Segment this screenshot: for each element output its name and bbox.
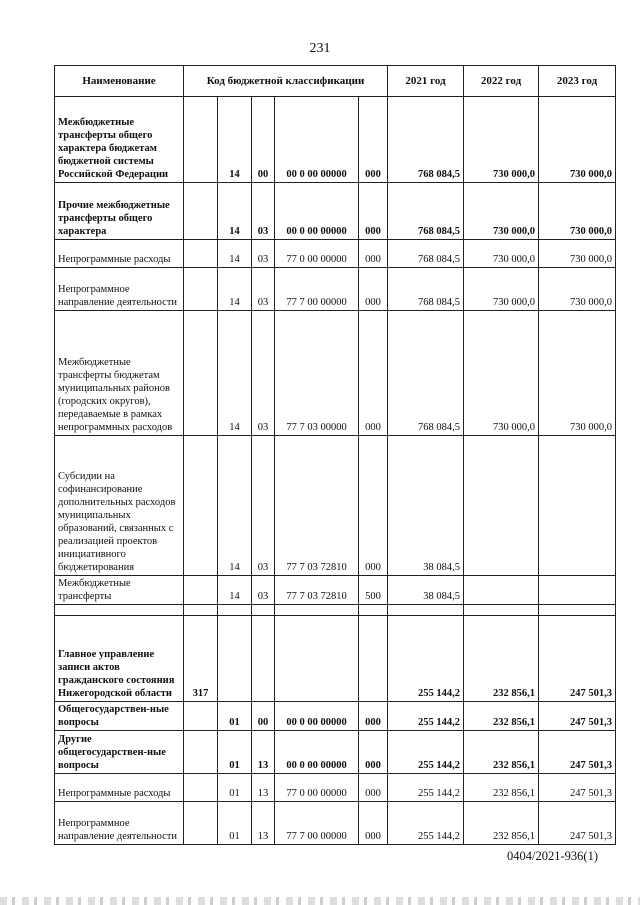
header-2023: 2023 год bbox=[539, 66, 616, 97]
row-name: Прочие межбюджетные трансферты общего характера bbox=[55, 183, 184, 240]
row-dept bbox=[184, 240, 218, 268]
row-dept bbox=[184, 183, 218, 240]
row-2022: 232 856,1 bbox=[464, 802, 539, 845]
row-target: 77 7 00 00000 bbox=[275, 268, 359, 311]
table-header-row bbox=[55, 66, 616, 97]
row-dept bbox=[184, 436, 218, 576]
row-section: 14 bbox=[218, 240, 252, 268]
row-2023: 730 000,0 bbox=[539, 97, 616, 183]
row-expense-type: 000 bbox=[359, 183, 388, 240]
table-row bbox=[55, 240, 616, 268]
row-subsection: 03 bbox=[252, 576, 275, 605]
row-2022: 730 000,0 bbox=[464, 97, 539, 183]
row-dept: 317 bbox=[184, 616, 218, 702]
row-2022: 730 000,0 bbox=[464, 240, 539, 268]
header-code: Код бюджетной классификации bbox=[184, 66, 388, 97]
row-section: 14 bbox=[218, 311, 252, 436]
row-2023: 730 000,0 bbox=[539, 240, 616, 268]
row-dept bbox=[184, 702, 218, 731]
row-subsection: 03 bbox=[252, 436, 275, 576]
row-section: 14 bbox=[218, 268, 252, 311]
row-target: 00 0 00 00000 bbox=[275, 183, 359, 240]
row-subsection: 13 bbox=[252, 774, 275, 802]
row-target: 77 0 00 00000 bbox=[275, 774, 359, 802]
row-subsection: 03 bbox=[252, 240, 275, 268]
row-name: Главное управление записи актов гражданского состояния Нижегородской области bbox=[55, 616, 184, 702]
row-2023 bbox=[539, 436, 616, 576]
table-row bbox=[55, 702, 616, 731]
row-dept bbox=[184, 311, 218, 436]
row-dept bbox=[184, 731, 218, 774]
row-section: 14 bbox=[218, 183, 252, 240]
header-2021: 2021 год bbox=[388, 66, 464, 97]
row-2023: 730 000,0 bbox=[539, 268, 616, 311]
row-2021: 38 084,5 bbox=[388, 436, 464, 576]
row-expense-type: 000 bbox=[359, 311, 388, 436]
row-subsection: 13 bbox=[252, 802, 275, 845]
table-row bbox=[55, 616, 616, 702]
row-2022: 232 856,1 bbox=[464, 616, 539, 702]
row-subsection: 03 bbox=[252, 311, 275, 436]
header-name: Наименование bbox=[55, 66, 184, 97]
row-2023: 247 501,3 bbox=[539, 731, 616, 774]
row-subsection: 00 bbox=[252, 702, 275, 731]
row-expense-type: 000 bbox=[359, 702, 388, 731]
row-2021: 768 084,5 bbox=[388, 240, 464, 268]
row-target: 77 7 03 72810 bbox=[275, 436, 359, 576]
row-expense-type: 500 bbox=[359, 576, 388, 605]
table-row bbox=[55, 97, 616, 183]
row-dept bbox=[184, 576, 218, 605]
row-2022: 730 000,0 bbox=[464, 268, 539, 311]
scan-edge-artifact bbox=[0, 897, 640, 905]
row-2021: 255 144,2 bbox=[388, 802, 464, 845]
budget-table bbox=[54, 65, 616, 845]
row-subsection: 13 bbox=[252, 731, 275, 774]
row-section: 14 bbox=[218, 436, 252, 576]
row-target: 00 0 00 00000 bbox=[275, 97, 359, 183]
row-dept bbox=[184, 268, 218, 311]
row-2023 bbox=[539, 576, 616, 605]
row-expense-type: 000 bbox=[359, 731, 388, 774]
row-name: Субсидии на софинансирование дополнительных расходов муниципальных образований, связанных с реализацией проектов инициативного бюджетирования bbox=[55, 436, 184, 576]
page-number: 231 bbox=[309, 41, 331, 56]
row-name: Непрограммное направление деятельности bbox=[55, 802, 184, 845]
row-expense-type bbox=[359, 616, 388, 702]
row-2021: 255 144,2 bbox=[388, 702, 464, 731]
row-2022: 232 856,1 bbox=[464, 702, 539, 731]
row-2021: 768 084,5 bbox=[388, 97, 464, 183]
row-target: 77 7 03 72810 bbox=[275, 576, 359, 605]
row-name: Другие общегосударствен-ные вопросы bbox=[55, 731, 184, 774]
row-2021: 255 144,2 bbox=[388, 731, 464, 774]
table-spacer-row bbox=[55, 605, 616, 616]
row-expense-type: 000 bbox=[359, 97, 388, 183]
row-target: 77 7 03 00000 bbox=[275, 311, 359, 436]
row-expense-type: 000 bbox=[359, 240, 388, 268]
row-2022: 232 856,1 bbox=[464, 731, 539, 774]
table-row bbox=[55, 311, 616, 436]
row-target bbox=[275, 616, 359, 702]
row-dept bbox=[184, 774, 218, 802]
row-2021: 768 084,5 bbox=[388, 268, 464, 311]
row-section: 01 bbox=[218, 702, 252, 731]
row-target: 77 7 00 00000 bbox=[275, 802, 359, 845]
row-2022: 730 000,0 bbox=[464, 183, 539, 240]
table-row bbox=[55, 731, 616, 774]
row-target: 00 0 00 00000 bbox=[275, 702, 359, 731]
row-name: Общегосударствен-ные вопросы bbox=[55, 702, 184, 731]
row-subsection: 00 bbox=[252, 97, 275, 183]
table-row bbox=[55, 183, 616, 240]
row-expense-type: 000 bbox=[359, 774, 388, 802]
row-section: 14 bbox=[218, 97, 252, 183]
row-name: Непрограммное направление деятельности bbox=[55, 268, 184, 311]
row-expense-type: 000 bbox=[359, 436, 388, 576]
row-2021: 255 144,2 bbox=[388, 774, 464, 802]
row-subsection bbox=[252, 616, 275, 702]
table-row bbox=[55, 436, 616, 576]
row-section: 01 bbox=[218, 731, 252, 774]
row-2023: 247 501,3 bbox=[539, 616, 616, 702]
table-row bbox=[55, 268, 616, 311]
row-2023: 247 501,3 bbox=[539, 702, 616, 731]
row-2022: 232 856,1 bbox=[464, 774, 539, 802]
row-2023: 247 501,3 bbox=[539, 802, 616, 845]
row-2021: 768 084,5 bbox=[388, 183, 464, 240]
row-name: Межбюджетные трансферты bbox=[55, 576, 184, 605]
row-2022 bbox=[464, 436, 539, 576]
row-2021: 255 144,2 bbox=[388, 616, 464, 702]
row-subsection: 03 bbox=[252, 183, 275, 240]
row-name: Непрограммные расходы bbox=[55, 774, 184, 802]
document-code: 0404/2021-936(1) bbox=[507, 849, 598, 863]
row-name: Межбюджетные трансферты бюджетам муниципальных районов (городских округов), передаваемые в рамках непрограммных расходов bbox=[55, 311, 184, 436]
row-dept bbox=[184, 97, 218, 183]
row-2021: 768 084,5 bbox=[388, 311, 464, 436]
row-2022: 730 000,0 bbox=[464, 311, 539, 436]
row-expense-type: 000 bbox=[359, 268, 388, 311]
row-section: 14 bbox=[218, 576, 252, 605]
row-section: 01 bbox=[218, 802, 252, 845]
row-subsection: 03 bbox=[252, 268, 275, 311]
row-2023: 730 000,0 bbox=[539, 311, 616, 436]
table-row bbox=[55, 774, 616, 802]
row-name: Межбюджетные трансферты общего характера бюджетам бюджетной системы Российской Федерации bbox=[55, 97, 184, 183]
row-dept bbox=[184, 802, 218, 845]
row-2021: 38 084,5 bbox=[388, 576, 464, 605]
table-row bbox=[55, 576, 616, 605]
row-2023: 247 501,3 bbox=[539, 774, 616, 802]
row-expense-type: 000 bbox=[359, 802, 388, 845]
row-target: 00 0 00 00000 bbox=[275, 731, 359, 774]
row-target: 77 0 00 00000 bbox=[275, 240, 359, 268]
row-section bbox=[218, 616, 252, 702]
table-row bbox=[55, 802, 616, 845]
header-2022: 2022 год bbox=[464, 66, 539, 97]
row-2023: 730 000,0 bbox=[539, 183, 616, 240]
row-name: Непрограммные расходы bbox=[55, 240, 184, 268]
row-section: 01 bbox=[218, 774, 252, 802]
row-2022 bbox=[464, 576, 539, 605]
